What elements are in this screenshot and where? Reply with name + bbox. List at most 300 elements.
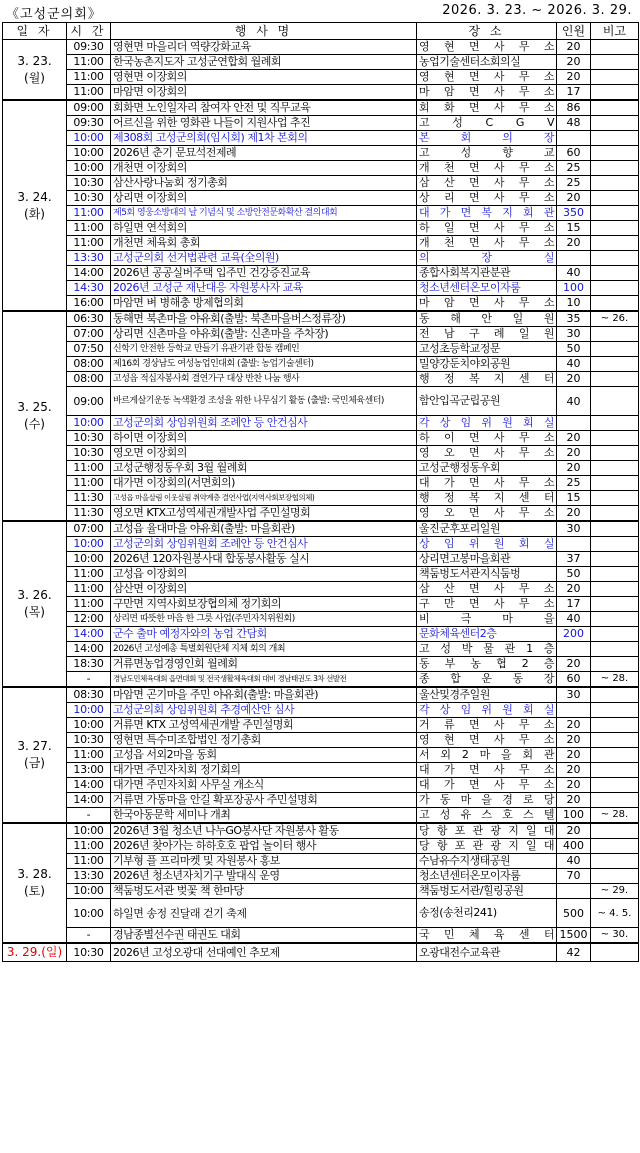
note-cell — [591, 657, 639, 672]
attendees-cell: 20 — [557, 70, 591, 85]
table-row — [3, 296, 639, 312]
note-cell — [591, 476, 639, 491]
table-row — [3, 372, 639, 387]
event-cell: 대가면 주민자치회 사무실 개소식 — [111, 778, 417, 793]
attendees-cell: 50 — [557, 567, 591, 582]
place-cell: 청소년센터온모이자룸 — [417, 281, 557, 296]
time-cell: 10:00 — [67, 146, 111, 161]
attendees-cell: 100 — [557, 808, 591, 824]
time-cell: 11:00 — [67, 206, 111, 221]
time-cell: 14:00 — [67, 627, 111, 642]
attendees-cell: 20 — [557, 763, 591, 778]
place-cell: 대 가 면 사 무 소 — [417, 778, 557, 793]
event-cell: 마암면 이장회의 — [111, 85, 417, 101]
table-row — [3, 221, 639, 236]
note-cell — [591, 627, 639, 642]
note-cell — [591, 748, 639, 763]
time-cell: 11:00 — [67, 236, 111, 251]
time-cell: 11:30 — [67, 491, 111, 506]
time-cell: 08:00 — [67, 372, 111, 387]
place-cell: 수남유수지생태공원 — [417, 854, 557, 869]
place-cell: 개 천 면 사 무 소 — [417, 236, 557, 251]
attendees-cell: 30 — [557, 521, 591, 537]
note-cell — [591, 431, 639, 446]
time-cell: 10:00 — [67, 537, 111, 552]
event-cell: 하일면 송정 진달래 걷기 축제 — [111, 899, 417, 928]
table-row — [3, 839, 639, 854]
event-cell: 마암면 벼 병해충 방제협의회 — [111, 296, 417, 312]
note-cell — [591, 567, 639, 582]
attendees-cell: 20 — [557, 40, 591, 55]
place-cell: 동 해 안 일 원 — [417, 311, 557, 327]
place-cell: 송정(송천리241) — [417, 899, 557, 928]
event-cell: 상리면 이장회의 — [111, 191, 417, 206]
note-cell — [591, 55, 639, 70]
day-cell — [3, 521, 67, 687]
place-cell: 구 만 면 사 무 소 — [417, 597, 557, 612]
time-cell: 14:00 — [67, 778, 111, 793]
table-row — [3, 943, 639, 962]
event-cell: 동해면 북촌마을 야유회(출발: 북촌마을버스정류장) — [111, 311, 417, 327]
event-cell: 2026년 고성예총 특별회원단체 지체 회의 개최 — [111, 642, 417, 657]
time-cell: 07:00 — [67, 327, 111, 342]
event-cell: 바르게살기운동 녹색환경 조성을 위한 나무심기 활동 (출발: 국민체육센터) — [111, 387, 417, 416]
attendees-cell: 100 — [557, 281, 591, 296]
table-row — [3, 718, 639, 733]
time-cell: 11:00 — [67, 85, 111, 101]
time-cell: 10:30 — [67, 446, 111, 461]
column-header-time: 시 간 — [67, 23, 111, 40]
event-cell: 개천면 체육회 총회 — [111, 236, 417, 251]
attendees-cell: 15 — [557, 221, 591, 236]
council-title: 《고성군의회》 — [6, 7, 102, 22]
time-cell: 10:00 — [67, 884, 111, 899]
event-cell: 2026년 춘기 문묘석전제례 — [111, 146, 417, 161]
time-cell: 11:00 — [67, 221, 111, 236]
table-row — [3, 476, 639, 491]
note-cell — [591, 718, 639, 733]
time-cell: 11:00 — [67, 461, 111, 476]
note-cell — [591, 327, 639, 342]
event-cell: 고성읍 적십자봉사회 결연가구 대상 반찬 나눔 행사 — [111, 372, 417, 387]
day-date: 3. 23. — [17, 53, 52, 68]
time-cell: 12:00 — [67, 612, 111, 627]
place-cell: 개 천 면 사 무 소 — [417, 161, 557, 176]
table-row — [3, 672, 639, 688]
event-cell: 마암면 곤기마을 주민 야유회(출발: 마을회관) — [111, 687, 417, 703]
event-cell: 하일면 연석회의 — [111, 221, 417, 236]
event-cell: 고성군의회 상임위원회 조례안 등 안건심사 — [111, 537, 417, 552]
time-cell: 10:00 — [67, 823, 111, 839]
time-cell: 11:00 — [67, 476, 111, 491]
attendees-cell: 20 — [557, 657, 591, 672]
note-cell — [591, 537, 639, 552]
day-date: 3. 25. — [17, 400, 52, 414]
place-cell: 대 가 면 사 무 소 — [417, 763, 557, 778]
time-cell: 10:30 — [67, 431, 111, 446]
note-cell — [591, 206, 639, 221]
event-cell: 영현면 마을리더 역량강화교육 — [111, 40, 417, 55]
time-cell: 10:00 — [67, 703, 111, 718]
event-cell: 경남도민체육대회 읍면대회 및 전국생활체육대회 대비 경남태권도 3차 선발전 — [111, 672, 417, 688]
time-cell: 14:30 — [67, 281, 111, 296]
attendees-cell: 60 — [557, 146, 591, 161]
note-cell — [591, 161, 639, 176]
table-row — [3, 521, 639, 537]
event-cell: 회화면 노인일자리 참여자 안전 및 직무교육 — [111, 100, 417, 116]
attendees-cell: 20 — [557, 372, 591, 387]
table-row — [3, 357, 639, 372]
time-cell: 13:30 — [67, 251, 111, 266]
place-cell: 울진군후포리일원 — [417, 521, 557, 537]
note-cell — [591, 733, 639, 748]
time-cell: 11:00 — [67, 854, 111, 869]
event-cell: 거류면농업경영인회 월례회 — [111, 657, 417, 672]
column-header-event: 행 사 명 — [111, 23, 417, 40]
note-cell — [591, 839, 639, 854]
day-weekday: (월) — [24, 70, 45, 85]
event-cell: 2026년 청소년자치기구 발대식 운영 — [111, 869, 417, 884]
attendees-cell: 200 — [557, 627, 591, 642]
note-cell — [591, 85, 639, 101]
table-row — [3, 70, 639, 85]
table-row — [3, 703, 639, 718]
day-cell — [3, 40, 67, 101]
event-cell: 영현면 이장회의 — [111, 70, 417, 85]
place-cell: 청소년센터온모이자룸 — [417, 869, 557, 884]
day-weekday: (목) — [24, 605, 45, 619]
place-cell: 거 류 면 사 무 소 — [417, 718, 557, 733]
note-cell — [591, 40, 639, 55]
note-cell — [591, 251, 639, 266]
note-cell — [591, 100, 639, 116]
table-row — [3, 687, 639, 703]
day-cell — [3, 100, 67, 311]
time-cell: 11:00 — [67, 55, 111, 70]
time-cell: 13:30 — [67, 869, 111, 884]
column-header-date: 일 자 — [3, 23, 67, 40]
time-cell: 10:00 — [67, 416, 111, 431]
place-cell: 상리면고봉마을회관 — [417, 552, 557, 567]
schedule-header — [0, 0, 640, 22]
place-cell: 책둠벙도서관/힐링공원 — [417, 884, 557, 899]
table-header-row — [3, 23, 639, 40]
note-cell — [591, 446, 639, 461]
event-cell: 하이면 이장회의 — [111, 431, 417, 446]
place-cell: 영 현 면 사 무 소 — [417, 70, 557, 85]
attendees-cell: 40 — [557, 266, 591, 281]
table-row — [3, 884, 639, 899]
table-row — [3, 823, 639, 839]
event-cell: 대가면 이장회의(서면회의) — [111, 476, 417, 491]
place-cell: 울산및경주일원 — [417, 687, 557, 703]
event-cell: 상리면 따뜻한 마음 한 그릇 사업(주민자치위원회) — [111, 612, 417, 627]
event-cell: 고성읍 마을살림 이웃살핌 취약계층 결연사업(지역사회보장협의체) — [111, 491, 417, 506]
day-date: 3. 26. — [17, 588, 52, 602]
table-row — [3, 537, 639, 552]
event-cell: 2026년 120자원봉사대 합동봉사활동 실시 — [111, 552, 417, 567]
note-cell — [591, 236, 639, 251]
place-cell: 전 남 구 례 일 원 — [417, 327, 557, 342]
attendees-cell: 400 — [557, 839, 591, 854]
table-row — [3, 311, 639, 327]
place-cell: 고 성 C G V — [417, 116, 557, 131]
time-cell: 09:00 — [67, 100, 111, 116]
table-row — [3, 491, 639, 506]
note-cell — [591, 506, 639, 522]
column-header-place: 장 소 — [417, 23, 557, 40]
note-cell — [591, 342, 639, 357]
note-cell — [591, 943, 639, 962]
event-cell: 군수 출마 예정자와의 농업 간담회 — [111, 627, 417, 642]
table-row — [3, 899, 639, 928]
attendees-cell — [557, 884, 591, 899]
place-cell: 회 화 면 사 무 소 — [417, 100, 557, 116]
time-cell: 09:30 — [67, 116, 111, 131]
table-row — [3, 552, 639, 567]
attendees-cell — [557, 251, 591, 266]
time-cell: 10:00 — [67, 552, 111, 567]
event-cell: 제16회 경상남도 여성농업인대회 (출발: 농업기술센터) — [111, 357, 417, 372]
day-weekday: (금) — [24, 756, 45, 770]
time-cell: 10:00 — [67, 899, 111, 928]
attendees-cell: 40 — [557, 612, 591, 627]
place-cell: 영 오 면 사 무 소 — [417, 506, 557, 522]
place-cell: 하 이 면 사 무 소 — [417, 431, 557, 446]
day-cell — [3, 823, 67, 943]
note-cell: ~ 28. — [591, 672, 639, 688]
attendees-cell: 42 — [557, 943, 591, 962]
event-cell: 2026년 고성군 재난대응 자원봉사자 교육 — [111, 281, 417, 296]
place-cell: 오광대전수교육관 — [417, 943, 557, 962]
place-cell: 대 가 면 복 지 회 관 — [417, 206, 557, 221]
note-cell — [591, 763, 639, 778]
place-cell: 문화체육센터2층 — [417, 627, 557, 642]
note-cell: ~ 30. — [591, 928, 639, 944]
place-cell: 고성초등학교정문 — [417, 342, 557, 357]
note-cell — [591, 793, 639, 808]
table-row — [3, 612, 639, 627]
note-cell — [591, 221, 639, 236]
note-cell: ~ 28. — [591, 808, 639, 824]
table-row — [3, 281, 639, 296]
attendees-cell: 20 — [557, 733, 591, 748]
place-cell: 서 외 2 마 을 회 관 — [417, 748, 557, 763]
event-cell: 고성군행정동우회 3월 월례회 — [111, 461, 417, 476]
place-cell: 고성군행정동우회 — [417, 461, 557, 476]
time-cell: - — [67, 928, 111, 944]
event-cell: 2026년 찾아가는 하하호호 팝업 놀이터 행사 — [111, 839, 417, 854]
table-row — [3, 582, 639, 597]
note-cell — [591, 687, 639, 703]
time-cell: 14:00 — [67, 642, 111, 657]
table-row — [3, 266, 639, 281]
attendees-cell — [557, 416, 591, 431]
attendees-cell: 20 — [557, 506, 591, 522]
time-cell: 08:00 — [67, 357, 111, 372]
schedule-body — [3, 40, 639, 962]
time-cell: 11:00 — [67, 582, 111, 597]
event-cell: 상리면 신촌마을 야유회(출발: 신촌마을 주차장) — [111, 327, 417, 342]
table-row — [3, 40, 639, 55]
place-cell: 삼 산 면 사 무 소 — [417, 582, 557, 597]
event-cell: 삼산사랑나눔회 정기총회 — [111, 176, 417, 191]
note-cell — [591, 191, 639, 206]
time-cell: 08:30 — [67, 687, 111, 703]
time-cell: 11:00 — [67, 748, 111, 763]
note-cell — [591, 416, 639, 431]
event-cell: 2026년 공공실버주택 입주민 건강증진교육 — [111, 266, 417, 281]
schedule-table — [2, 22, 639, 962]
table-row — [3, 55, 639, 70]
place-cell: 책둠벙도서관지식둠벙 — [417, 567, 557, 582]
event-cell: 고성군의회 선거법관련 교육(全의원) — [111, 251, 417, 266]
place-cell: 각 상 임 위 원 회 실 — [417, 416, 557, 431]
attendees-cell: 1500 — [557, 928, 591, 944]
time-cell: 10:30 — [67, 943, 111, 962]
place-cell: 상 리 면 사 무 소 — [417, 191, 557, 206]
attendees-cell: 20 — [557, 582, 591, 597]
note-cell — [591, 461, 639, 476]
day-weekday: (화) — [24, 206, 45, 221]
table-row — [3, 431, 639, 446]
place-cell: 가 동 마 을 경 로 당 — [417, 793, 557, 808]
attendees-cell: 50 — [557, 342, 591, 357]
event-cell: 책둠벙도서관 벚꽃 책 한마당 — [111, 884, 417, 899]
time-cell: 11:00 — [67, 567, 111, 582]
table-row — [3, 597, 639, 612]
event-cell: 거류면 KTX 고성역세권개발 주민설명회 — [111, 718, 417, 733]
event-cell: 영오면 이장회의 — [111, 446, 417, 461]
note-cell — [591, 552, 639, 567]
note-cell — [591, 854, 639, 869]
attendees-cell: 20 — [557, 461, 591, 476]
table-row — [3, 100, 639, 116]
note-cell — [591, 642, 639, 657]
table-row — [3, 206, 639, 221]
place-cell: 마 암 면 사 무 소 — [417, 296, 557, 312]
table-row — [3, 657, 639, 672]
place-cell: 영 현 면 사 무 소 — [417, 733, 557, 748]
day-cell — [3, 943, 67, 962]
event-cell: 한국아동문학 세미나 개최 — [111, 808, 417, 824]
table-row — [3, 327, 639, 342]
attendees-cell: 15 — [557, 491, 591, 506]
note-cell — [591, 357, 639, 372]
note-cell — [591, 582, 639, 597]
place-cell: 고 성 박 물 관 1 층 — [417, 642, 557, 657]
note-cell — [591, 387, 639, 416]
event-cell: 구만면 지역사회보장협의체 정기회의 — [111, 597, 417, 612]
day-date: 3. 28. — [17, 867, 52, 881]
event-cell: 개천면 이장회의 — [111, 161, 417, 176]
event-cell: 신학기 안전한 등학교 만들기 유관기관 합동 캠페인 — [111, 342, 417, 357]
attendees-cell: 70 — [557, 869, 591, 884]
table-row — [3, 191, 639, 206]
note-cell — [591, 491, 639, 506]
time-cell: 14:00 — [67, 793, 111, 808]
time-cell: 18:30 — [67, 657, 111, 672]
time-cell: 10:30 — [67, 191, 111, 206]
attendees-cell: 48 — [557, 116, 591, 131]
table-row — [3, 387, 639, 416]
attendees-cell: 30 — [557, 327, 591, 342]
event-cell: 제308회 고성군의회(임시회) 제1차 본회의 — [111, 131, 417, 146]
place-cell: 국 민 체 육 센 터 — [417, 928, 557, 944]
table-row — [3, 161, 639, 176]
table-row — [3, 928, 639, 944]
note-cell — [591, 823, 639, 839]
place-cell: 마 암 면 사 무 소 — [417, 85, 557, 101]
note-cell — [591, 176, 639, 191]
time-cell: 10:30 — [67, 176, 111, 191]
note-cell: ~ 29. — [591, 884, 639, 899]
place-cell: 비 극 마 을 — [417, 612, 557, 627]
note-cell — [591, 266, 639, 281]
event-cell: 한국농촌지도자 고성군연합회 월례회 — [111, 55, 417, 70]
place-cell: 의 장 실 — [417, 251, 557, 266]
event-cell: 제5회 영웅소방대의 날 기념식 및 소방안전문화확산 결의대회 — [111, 206, 417, 221]
table-row — [3, 642, 639, 657]
attendees-cell: 10 — [557, 296, 591, 312]
table-row — [3, 506, 639, 522]
place-cell: 본 회 의 장 — [417, 131, 557, 146]
note-cell — [591, 296, 639, 312]
time-cell: 11:30 — [67, 506, 111, 522]
table-row — [3, 116, 639, 131]
place-cell: 각 상 임 위 원 회 실 — [417, 703, 557, 718]
place-cell: 대 가 면 사 무 소 — [417, 476, 557, 491]
table-row — [3, 85, 639, 101]
time-cell: 16:00 — [67, 296, 111, 312]
time-cell: - — [67, 672, 111, 688]
attendees-cell: 20 — [557, 748, 591, 763]
note-cell — [591, 521, 639, 537]
attendees-cell: 20 — [557, 718, 591, 733]
place-cell: 상 임 위 원 회 실 — [417, 537, 557, 552]
table-row — [3, 733, 639, 748]
attendees-cell — [557, 131, 591, 146]
attendees-cell — [557, 703, 591, 718]
place-cell: 행 정 복 지 센 터 — [417, 491, 557, 506]
place-cell: 영 현 면 사 무 소 — [417, 40, 557, 55]
day-date: 3. 29.(일) — [6, 945, 63, 959]
note-cell — [591, 597, 639, 612]
event-cell: 어르신을 위한 영화관 나들이 지원사업 추진 — [111, 116, 417, 131]
time-cell: 14:00 — [67, 266, 111, 281]
event-cell: 영오면 KTX고성역세권개발사업 주민설명회 — [111, 506, 417, 522]
attendees-cell: 20 — [557, 778, 591, 793]
attendees-cell — [557, 537, 591, 552]
table-row — [3, 627, 639, 642]
table-row — [3, 461, 639, 476]
time-cell: 09:30 — [67, 40, 111, 55]
table-row — [3, 748, 639, 763]
note-cell — [591, 281, 639, 296]
attendees-cell: 30 — [557, 687, 591, 703]
time-cell: 11:00 — [67, 597, 111, 612]
time-cell: 10:00 — [67, 161, 111, 176]
time-cell: 13:00 — [67, 763, 111, 778]
place-cell: 동 부 농 협 2 층 — [417, 657, 557, 672]
note-cell — [591, 146, 639, 161]
table-row — [3, 251, 639, 266]
table-row — [3, 146, 639, 161]
time-cell: 11:00 — [67, 70, 111, 85]
place-cell: 영 오 면 사 무 소 — [417, 446, 557, 461]
attendees-cell: 35 — [557, 311, 591, 327]
table-row — [3, 342, 639, 357]
